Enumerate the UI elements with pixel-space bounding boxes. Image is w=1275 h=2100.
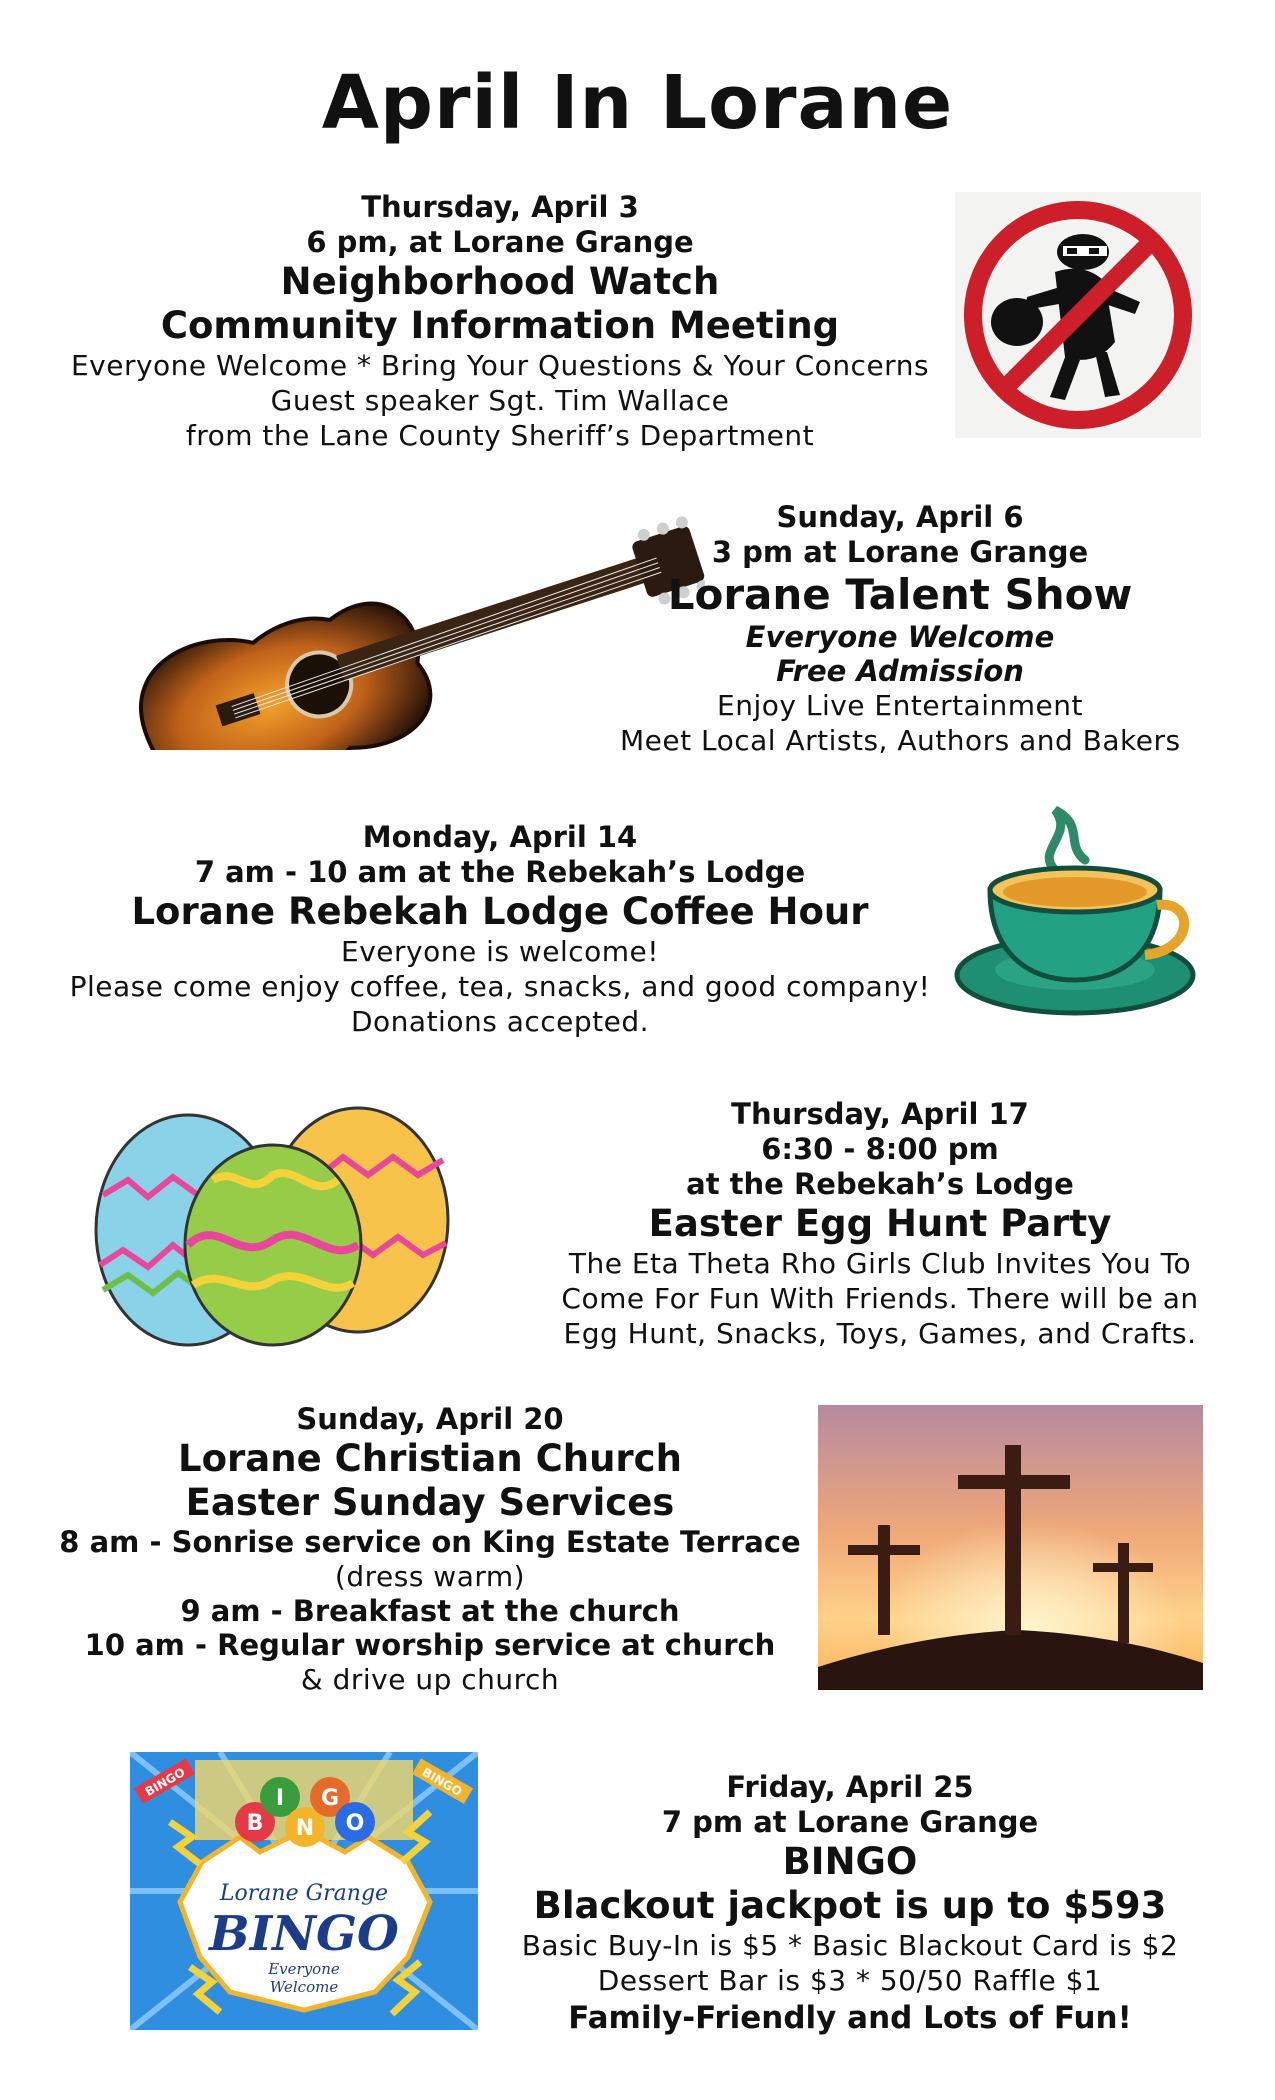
event-heading: Lorane Christian Church [178, 1437, 682, 1480]
event-date: Sunday, April 20 [296, 1402, 564, 1436]
event-bingo [500, 1770, 1200, 2038]
event-highlight: Everyone Welcome [745, 620, 1055, 654]
poster-welcome: Welcome [269, 1978, 339, 1996]
poster-welcome: Everyone [268, 1960, 340, 1978]
bingo-ball-letter: N [295, 1816, 315, 1841]
event-description: from the Lane County Sheriff’s Department [185, 419, 815, 452]
event-description: Meet Local Artists, Authors and Bakers [620, 724, 1181, 757]
event-easter-services [40, 1402, 820, 1697]
event-heading: Lorane Rebekah Lodge Coffee Hour [131, 890, 869, 933]
coffee-cup-icon [945, 790, 1205, 1035]
poster-bingo: BINGO [209, 1906, 399, 1962]
event-location: at the Rebekah’s Lodge [686, 1167, 1074, 1201]
event-heading: Lorane Talent Show [667, 570, 1133, 619]
event-description: Come For Fun With Friends. There will be an [561, 1282, 1199, 1315]
event-time: 7 am - 10 am at the Rebekah’s Lodge [194, 855, 806, 889]
event-coffee-hour [40, 820, 960, 1039]
event-time: 3 pm at Lorane Grange [711, 535, 1089, 569]
event-time: 7 pm at Lorane Grange [661, 1805, 1039, 1839]
event-description: Enjoy Live Entertainment [717, 689, 1083, 722]
event-description: Egg Hunt, Snacks, Toys, Games, and Crafts. [563, 1317, 1197, 1350]
event-description: Everyone Welcome * Bring Your Questions & Your Concerns [70, 349, 930, 382]
event-time: 6 pm, at Lorane Grange [306, 225, 694, 259]
service-item: 10 am - Regular worship service at church [84, 1628, 776, 1662]
event-description: Please come enjoy coffee, tea, snacks, and good company! [69, 970, 931, 1003]
event-heading: Easter Egg Hunt Party [648, 1202, 1112, 1245]
event-date: Friday, April 25 [726, 1770, 974, 1804]
event-description: Donations accepted. [350, 1005, 650, 1038]
page-title: April In Lorane [321, 60, 954, 146]
event-date: Monday, April 14 [362, 820, 638, 854]
event-heading: Community Information Meeting [160, 304, 840, 347]
service-note: (dress warm) [334, 1560, 526, 1593]
service-item: 9 am - Breakfast at the church [180, 1594, 680, 1628]
service-item: 8 am - Sonrise service on King Estate Terrace [59, 1525, 801, 1559]
event-heading: BINGO [782, 1840, 918, 1883]
three-crosses-icon [818, 1405, 1203, 1690]
event-heading: Blackout jackpot is up to $593 [533, 1884, 1167, 1927]
guitar-icon [105, 505, 705, 750]
corner-label: BINGO [142, 1765, 188, 1799]
event-description: Everyone is welcome! [341, 935, 659, 968]
event-talent-show [620, 500, 1180, 758]
easter-eggs-icon [88, 1105, 458, 1350]
bingo-poster-icon [130, 1752, 478, 2030]
poster-org: Lorane Grange [219, 1881, 389, 1906]
event-highlight: Free Admission [776, 654, 1024, 688]
bingo-ball-letter: B [246, 1811, 264, 1836]
event-description: Guest speaker Sgt. Tim Wallace [270, 384, 730, 417]
event-time: 6:30 - 8:00 pm [761, 1132, 999, 1166]
event-description: Dessert Bar is $3 * 50/50 Raffle $1 [597, 1964, 1103, 1997]
event-neighborhood-watch [40, 190, 960, 453]
event-footer: Family-Friendly and Lots of Fun! [568, 2000, 1132, 2036]
event-date: Sunday, April 6 [776, 500, 1024, 534]
event-heading: Neighborhood Watch [280, 260, 720, 303]
event-date: Thursday, April 17 [731, 1097, 1029, 1131]
event-description: The Eta Theta Rho Girls Club Invites You To [568, 1247, 1192, 1280]
event-description: Basic Buy-In is $5 * Basic Blackout Card is $2 [521, 1929, 1179, 1962]
event-egg-hunt [560, 1097, 1200, 1351]
no-burglar-icon [955, 192, 1201, 438]
event-date: Thursday, April 3 [361, 190, 639, 224]
bingo-ball-letter: I [275, 1786, 285, 1811]
corner-label: BINGO [419, 1765, 465, 1799]
service-note: & drive up church [300, 1663, 560, 1696]
bingo-ball-letter: G [320, 1786, 340, 1811]
event-heading: Easter Sunday Services [185, 1481, 675, 1524]
bingo-ball-letter: O [345, 1811, 365, 1836]
